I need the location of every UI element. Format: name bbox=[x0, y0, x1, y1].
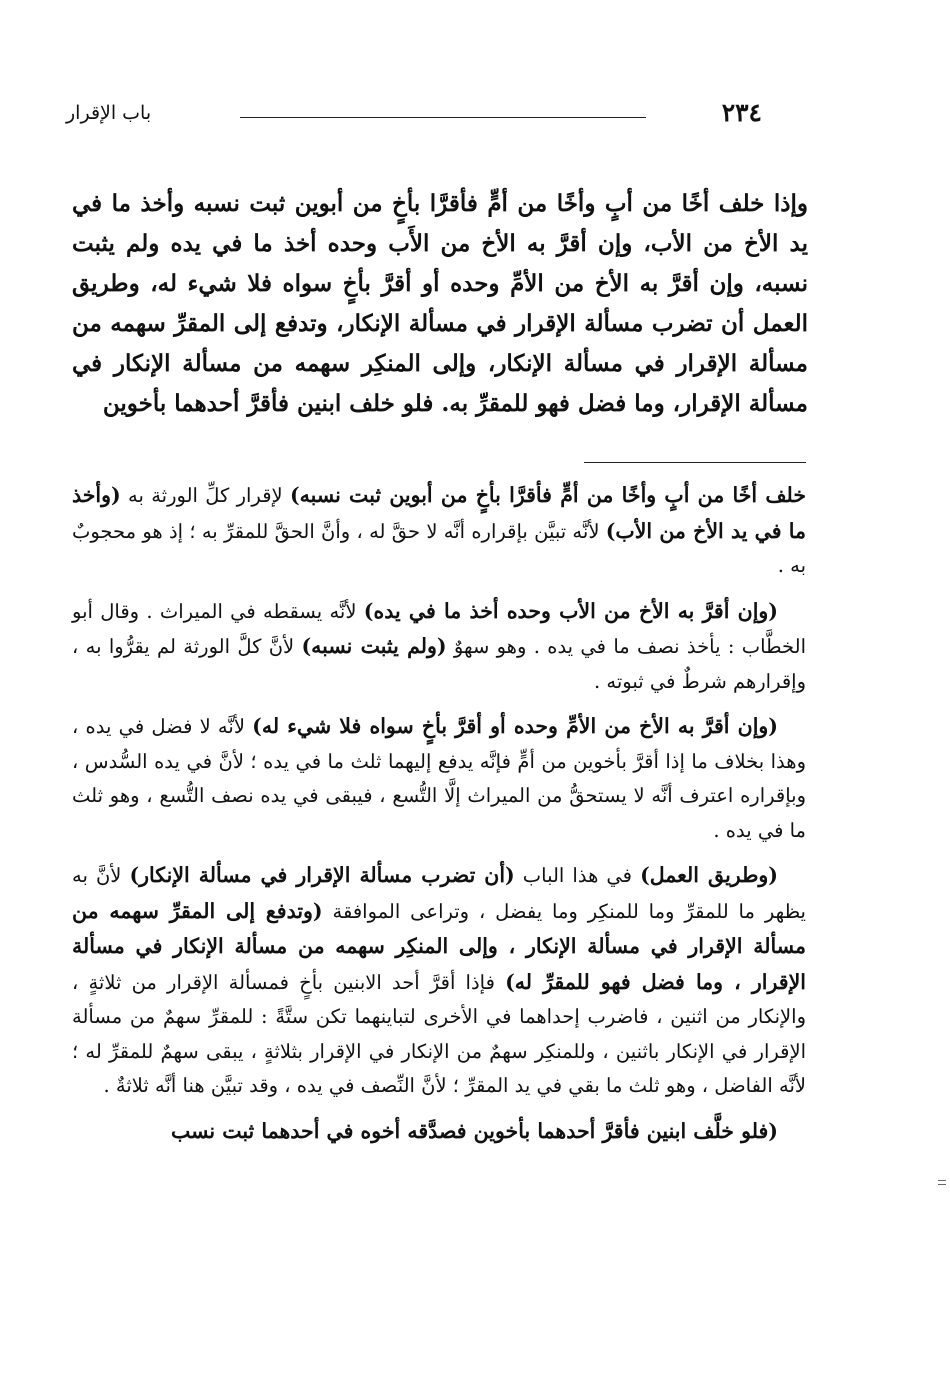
commentary-paragraph bbox=[72, 594, 806, 700]
commentary-text: لأنَّه يسقطه في الميراث . وقال أبو الخطَّاب : يأخذ نصف ما في يده . وهو سهوٌ bbox=[72, 599, 806, 658]
quoted-matn: (ولم يثبت نسبه) bbox=[301, 634, 447, 658]
commentary-text: لإقرار كلِّ الورثة به bbox=[120, 484, 290, 507]
quoted-matn: (وتدفع إلى المقرِّ سهمه من مسألة الإقرار في مسألة الإنكار ، وإلى المنكِر سهمه من مسألة الإنكار في مسألة الإقرار ، وما فضل فهو للمقرِّ له) bbox=[72, 898, 806, 994]
commentary-text: لأنَّه لا فضل في يده ، وهذا بخلاف ما إذا أقرَّ بأخوين من أمٍّ فإنَّه يدفع إليهما ثلث ما في يده ؛ لأنَّ في يده السُّدس ، وبإقراره اعترف أنَّه لا يستحقُّ من الميراث إلَّا التُّسع ، فيبقى في يده نصف التُّسع ، وهو ثلث ما في يده . bbox=[72, 715, 806, 842]
quoted-matn: (وإن أقرَّ به الأخ من الأب وحده أخذ ما في يده) bbox=[363, 598, 778, 623]
commentary-text: لأنَّه تبيَّن بإقراره أنَّه لا حقَّ له ، وأنَّ الحقَّ للمقرِّ به ؛ إذ هو محجوبٌ به . bbox=[72, 519, 806, 577]
commentary-text: لأنَّ كلَّ الورثة لم يقرُّوا به ، وإقرارهم شرطٌ في ثبوته . bbox=[72, 635, 806, 693]
quoted-matn: (وأخذ ما في يد الأخ من الأب) bbox=[72, 483, 806, 543]
quoted-matn: خلف أخًا من أبٍ وأخًا من أمٍّ فأقرَّا بأخٍ من أبوين ثبت نسبه) bbox=[289, 483, 806, 507]
commentary-text: في هذا الباب bbox=[514, 864, 641, 887]
commentary-paragraph bbox=[72, 478, 806, 584]
commentary-paragraph bbox=[72, 709, 806, 848]
commentary-paragraph bbox=[72, 1114, 806, 1150]
page-header bbox=[66, 98, 762, 138]
main-text: وإذا خلف أخًا من أبٍ وأخًا من أمٍّ فأقرَّا بأخٍ من أبوين ثبت نسبه وأخذ ما في يد الأخ من الأب، وإن أقرَّ به الأخ من الأَب وحده أخذ ما في يده ولم يثبت نسبه، وإن أقرَّ به الأخ من الأمِّ وحده أو أقرَّ بأخٍ سواه فلا شيء له، وطريق العمل أن تضرب مسألة الإقرار في مسألة الإنكار، وتدفع إلى المقرِّ سهمه من مسألة الإقرار في مسألة الإنكار، وإلى المنكِر سهمه من مسألة الإنكار في مسألة الإقرار، وما فضل فهو للمقرِّ به. فلو خلف ابنين فأقرَّ أحدهما بأخوين bbox=[72, 190, 808, 417]
quoted-matn: (فلو خلَّف ابنين فأقرَّ أحدهما بأخوين فصدَّقه أخوه في أحدهما ثبت نسب bbox=[170, 1118, 778, 1143]
quoted-matn: (أن تضرب مسألة الإقرار في مسألة الإنكار) bbox=[129, 863, 515, 887]
quoted-matn: (وإن أقرَّ به الأخ من الأمِّ وحده أو أقرَّ بأخٍ سواه فلا شيء له) bbox=[252, 714, 778, 738]
margin-mark bbox=[938, 1180, 946, 1185]
chapter-title: باب الإقرار bbox=[66, 102, 152, 124]
commentary-text: فإذا أقرَّ أحد الابنين بأخٍ فمسألة الإقرار من ثلاثةٍ ، والإنكار من اثنين ، فاضرب إحداهما في الأخرى لتباينهما تكن ستَّةً : للمقرِّ سهمٌ من مسألة الإقرار في الإنكار باثنين ، وللمنكِر سهمٌ من الإنكار في الإقرار بثلاثةٍ ، يبقى سهمٌ للمقرِّ له ؛ لأنَّه الفاضل ، وهو ثلث ما بقي في يد المقرِّ ؛ لأنَّ النِّصف في يده ، وقد تبيَّن هنا أنَّه ثلاثةٌ . bbox=[72, 970, 806, 1097]
footnote-rule bbox=[584, 462, 806, 463]
commentary-paragraph bbox=[72, 858, 806, 1104]
quoted-matn: (وطريق العمل) bbox=[640, 863, 778, 887]
commentary-text: لأنَّ به يظهر ما للمقرِّ وما للمنكِر وما يفضل ، وتراعى الموافقة bbox=[72, 864, 806, 923]
header-rule bbox=[240, 117, 646, 118]
commentary bbox=[72, 478, 806, 1159]
page-number: ٢٣٤ bbox=[721, 98, 762, 127]
